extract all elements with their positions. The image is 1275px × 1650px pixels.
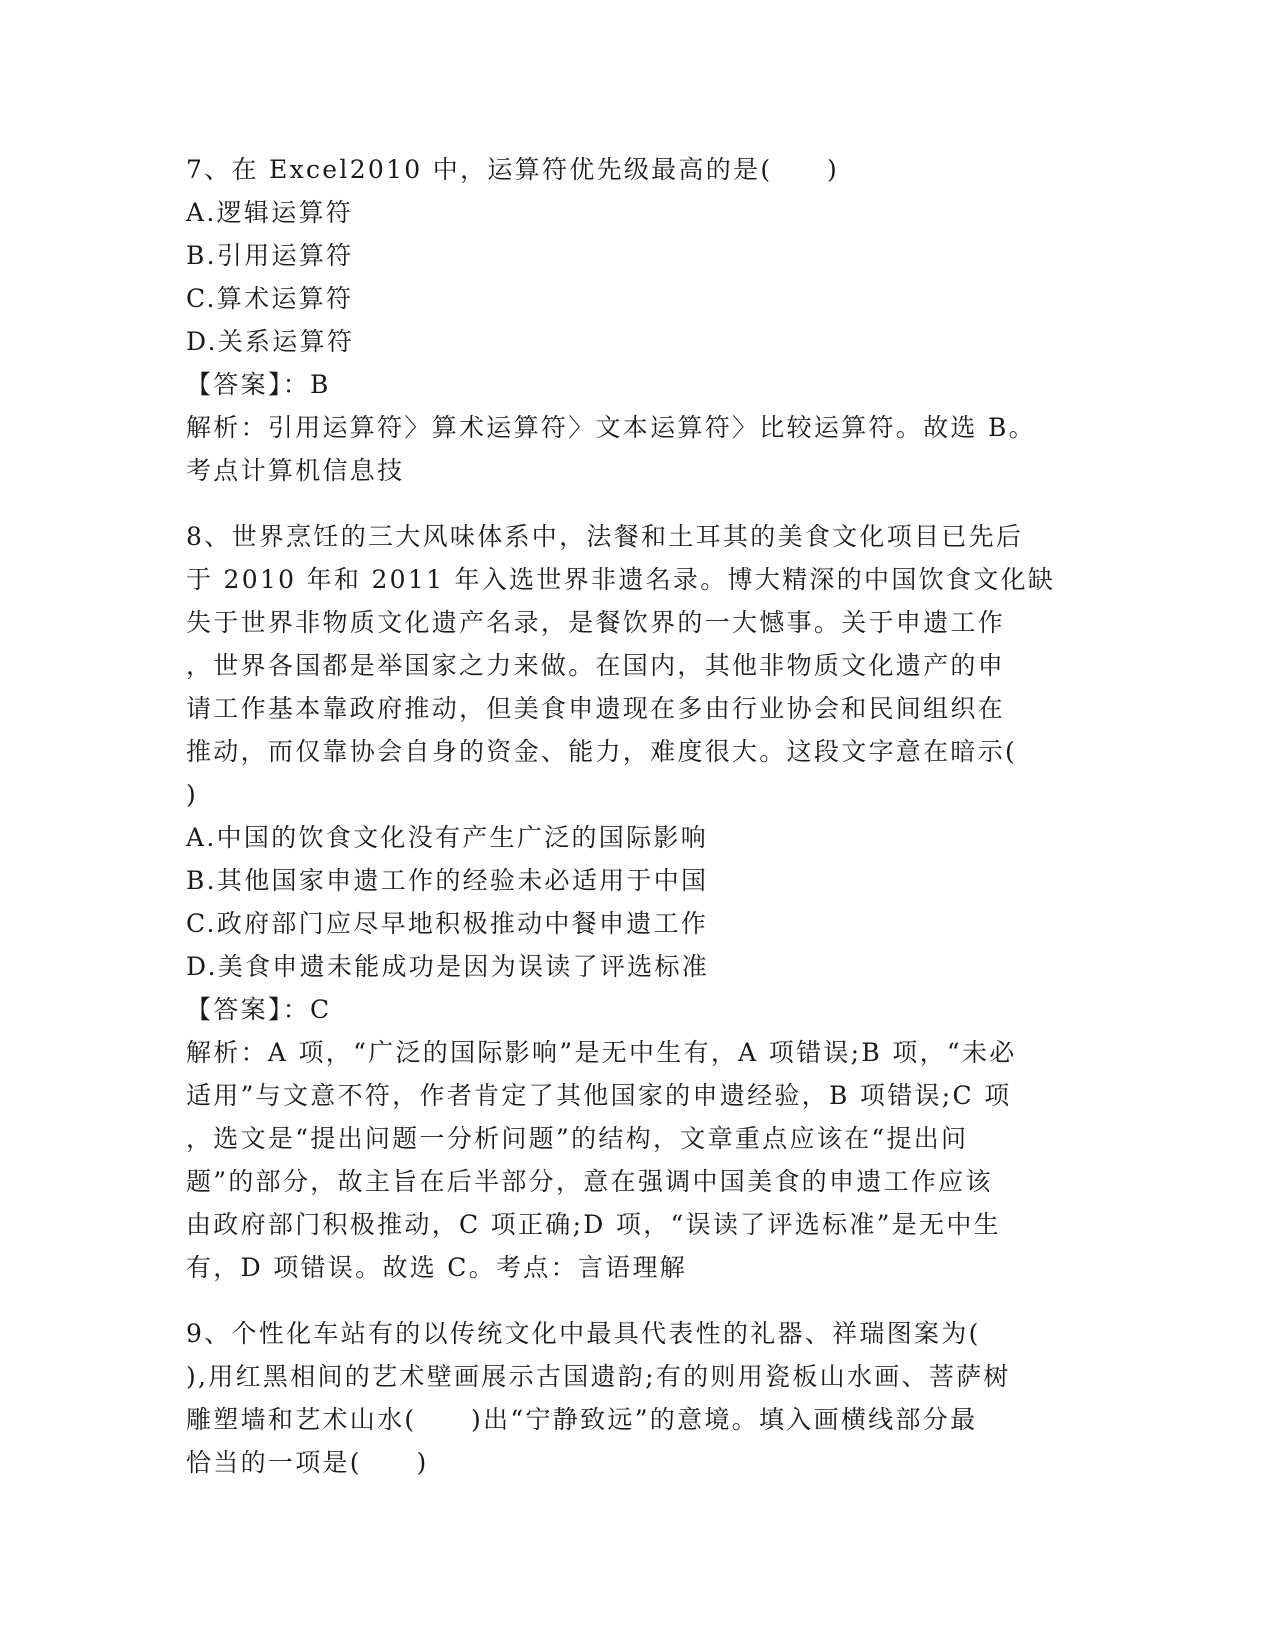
option-d: D.美食申遗未能成功是因为误读了评选标准	[186, 952, 710, 981]
question-stem: 推动，而仅靠协会自身的资金、能力，难度很大。这段文字意在暗示(	[186, 737, 1018, 766]
question-stem: ),用红黑相间的艺术壁画展示古国遗韵;有的则用瓷板山水画、菩萨树	[186, 1362, 1011, 1391]
analysis-line: 解析：A 项，“广泛的国际影响”是无中生有，A 项错误;B 项，“未必	[186, 1038, 1017, 1067]
question-stem: ，世界各国都是举国家之力来做。在国内，其他非物质文化遗产的申	[186, 651, 1006, 680]
question-stem: 雕塑墙和艺术山水( )出“宁静致远”的意境。填入画横线部分最	[186, 1405, 978, 1434]
analysis-line: 考点计算机信息技	[186, 456, 405, 485]
analysis-line: 有，D 项错误。故选 C。考点：言语理解	[186, 1253, 688, 1282]
option-c: C.算术运算符	[186, 284, 354, 313]
answer-line: 【答案】：C	[186, 995, 332, 1024]
option-a: A.中国的饮食文化没有产生广泛的国际影响	[186, 823, 709, 852]
question-stem: 8、世界烹饪的三大风味体系中，法餐和土耳其的美食文化项目已先后	[186, 522, 1024, 551]
option-c: C.政府部门应尽早地积极推动中餐申遗工作	[186, 909, 709, 938]
option-a: A.逻辑运算符	[186, 198, 354, 227]
document-page	[186, 148, 1086, 1484]
question-stem: 7、在 Excel2010 中，运算符优先级最高的是( )	[186, 155, 840, 184]
question-stem: 请工作基本靠政府推动，但美食申遗现在多由行业协会和民间组织在	[186, 694, 1006, 723]
question-stem: 于 2010 年和 2011 年入选世界非遗名录。博大精深的中国饮食文化缺	[186, 565, 1056, 594]
spacer	[186, 492, 1086, 515]
analysis-line: 适用”与文意不符，作者肯定了其他国家的申遗经验，B 项错误;C 项	[186, 1081, 1012, 1110]
question-stem: 9、个性化车站有的以传统文化中最具代表性的礼器、祥瑞图案为(	[186, 1319, 981, 1348]
question-7	[186, 148, 1086, 492]
answer-line: 【答案】：B	[186, 370, 331, 399]
question-8	[186, 515, 1086, 1289]
question-9	[186, 1312, 1086, 1484]
option-d: D.关系运算符	[186, 327, 355, 356]
option-b: B.引用运算符	[186, 241, 354, 270]
question-stem: )	[186, 780, 199, 809]
option-b: B.其他国家申遗工作的经验未必适用于中国	[186, 866, 709, 895]
analysis-line: 由政府部门积极推动，C 项正确;D 项，“误读了评选标准”是无中生	[186, 1210, 1001, 1239]
question-stem: 恰当的一项是( )	[186, 1448, 429, 1477]
analysis-line: ，选文是“提出问题一分析问题”的结构，文章重点应该在“提出问	[186, 1124, 969, 1153]
analysis-line: 解析：引用运算符〉算术运算符〉文本运算符〉比较运算符。故选 B。	[186, 413, 1036, 442]
question-stem: 失于世界非物质文化遗产名录，是餐饮界的一大憾事。关于申遗工作	[186, 608, 1006, 637]
analysis-line: 题”的部分，故主旨在后半部分，意在强调中国美食的申遗工作应该	[186, 1167, 993, 1196]
spacer	[186, 1289, 1086, 1312]
